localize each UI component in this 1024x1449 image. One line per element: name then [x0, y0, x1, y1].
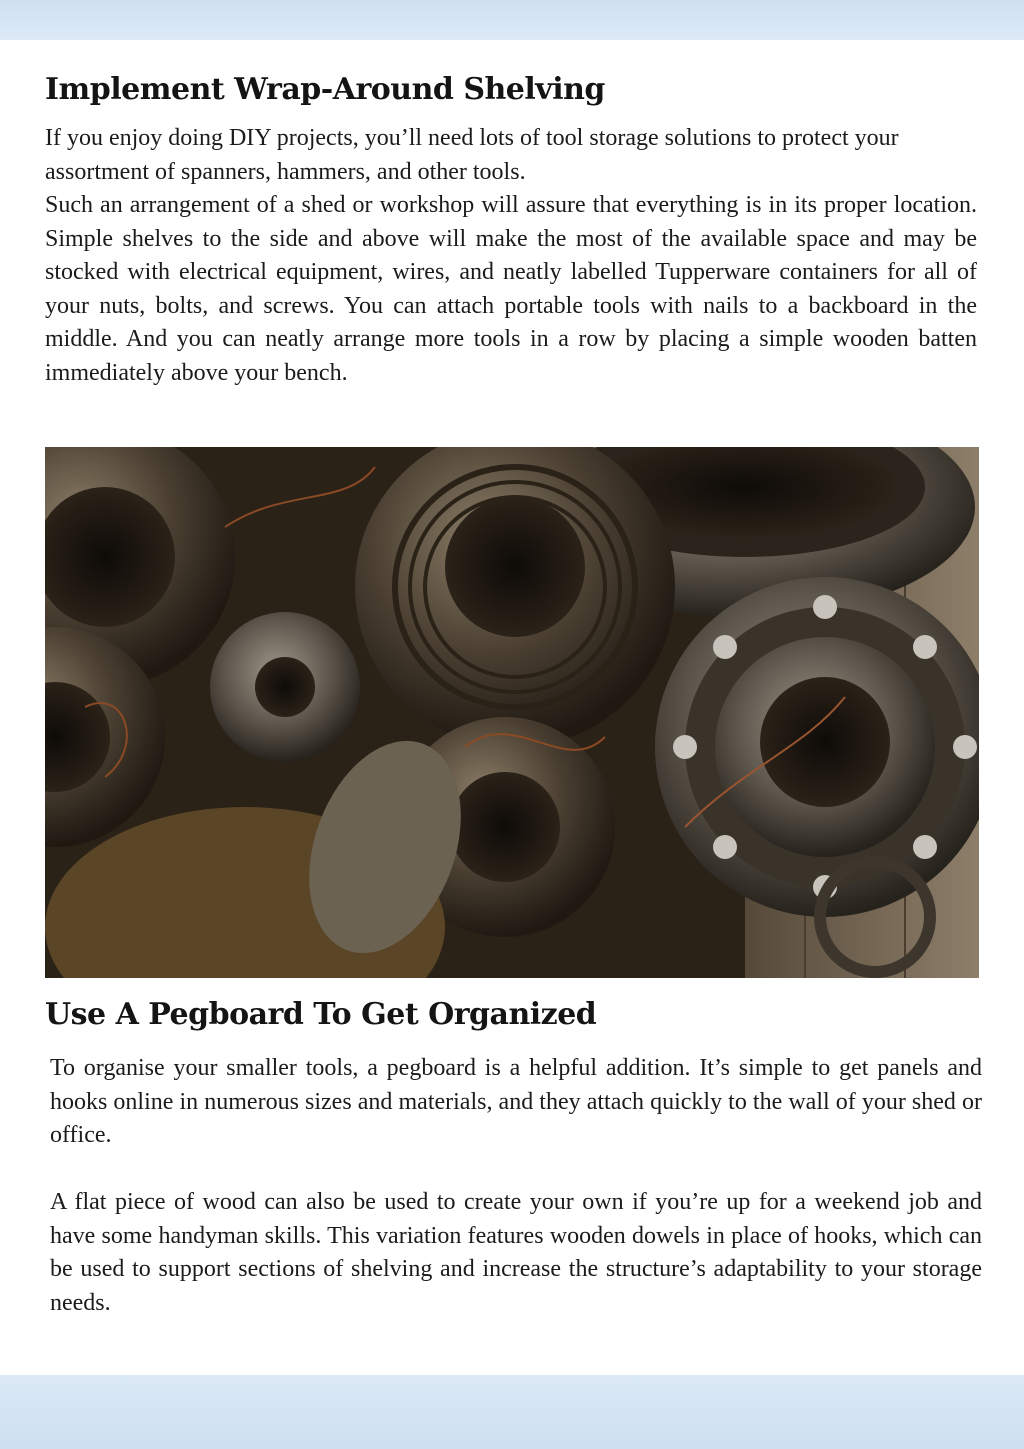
bottom-decorative-band: [0, 1375, 1024, 1449]
paragraph-pegboard-diy: A flat piece of wood can also be used to create your own if you’re up for a weekend job and have some handyman skills. This variation features wooden dowels in place of hooks, which can be used to support sections of shelving and increase the structure’s adaptability to your storage needs.: [50, 1189, 982, 1316]
paragraph-pegboard-intro: To organise your smaller tools, a pegboard is a helpful addition. It’s simple to get panels and hooks online in numerous sizes and materials, and they attach quickly to the wall of your shed or office.: [50, 1055, 982, 1148]
bearings-photo: [45, 447, 979, 978]
paragraph-shelving-details: Such an arrangement of a shed or workshop will assure that everything is in its proper location. Simple shelves to the side and above will make the most of the available space and may be stocked with electrical equipment, wires, and neatly labelled Tupperware containers for all of your nuts, bolts, and screws. You can attach portable tools with nails to a backboard in the middle. And you can neatly arrange more tools in a row by placing a simple wooden batten immediately above your bench.: [45, 192, 977, 386]
top-decorative-band: [0, 0, 1024, 40]
paragraph-diy-intro: If you enjoy doing DIY projects, you’ll need lots of tool storage solutions to protect your assortment of spanners, hammers, and other tools.: [45, 125, 899, 185]
bearings-illustration: [45, 447, 979, 978]
section-heading-wrap-around-shelving: Implement Wrap-Around Shelving: [45, 72, 605, 107]
section-heading-pegboard: Use A Pegboard To Get Organized: [45, 997, 597, 1032]
